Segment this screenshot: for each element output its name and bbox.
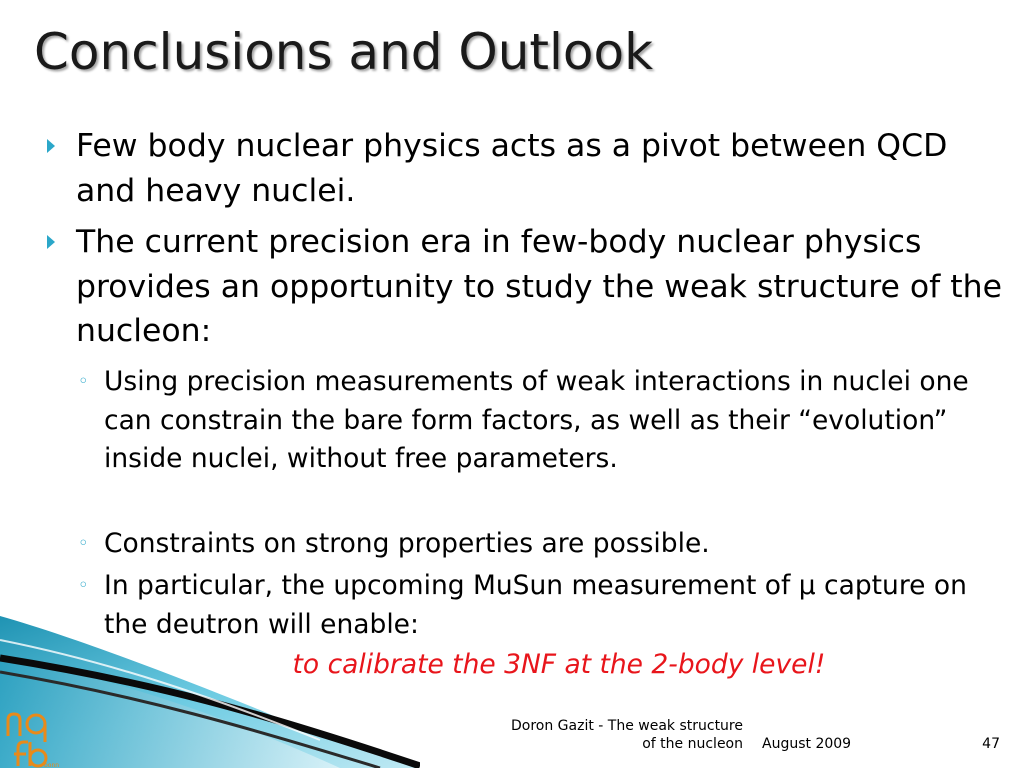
svg-text:bonn: bonn xyxy=(44,762,60,768)
page-number: 47 xyxy=(982,736,1000,752)
slide-title: Conclusions and Outlook xyxy=(34,23,654,81)
circle-bullet-icon: ◦ xyxy=(78,371,89,392)
footer-author: Doron Gazit - The weak structure of the nucleon xyxy=(510,718,743,752)
sub-bullet-text: Constraints on strong properties are possible. xyxy=(104,528,710,559)
footer-date: August 2009 xyxy=(762,736,852,752)
bullet-item xyxy=(76,124,1006,213)
bullet-item xyxy=(76,220,1006,354)
sub-bullet-text: Using precision measurements of weak interactions in nuclei one can constrain the bare form factors, as well as their “evolution” inside nuclei, without free parameters. xyxy=(104,366,969,474)
bullet-text: Few body nuclear physics acts as a pivot between QCD and heavy nuclei. xyxy=(76,128,948,209)
circle-bullet-icon: ◦ xyxy=(78,575,89,596)
triangle-bullet-icon xyxy=(47,235,55,249)
decorative-swoosh xyxy=(0,600,420,768)
sub-bullet-item xyxy=(78,363,984,479)
circle-bullet-icon: ◦ xyxy=(78,533,89,554)
sub-bullet-text: In particular, the upcoming MuSun measurement of μ capture on the deutron will enable: xyxy=(104,570,967,640)
sub-bullet-item xyxy=(78,525,984,564)
triangle-bullet-icon xyxy=(47,139,55,153)
emphasis-text: to calibrate the 3NF at the 2-body level! xyxy=(292,649,826,680)
bullet-text: The current precision era in few-body nuclear physics provides an opportunity to study the weak structure of the nucleon: xyxy=(76,224,1002,349)
institute-logo xyxy=(2,712,62,768)
